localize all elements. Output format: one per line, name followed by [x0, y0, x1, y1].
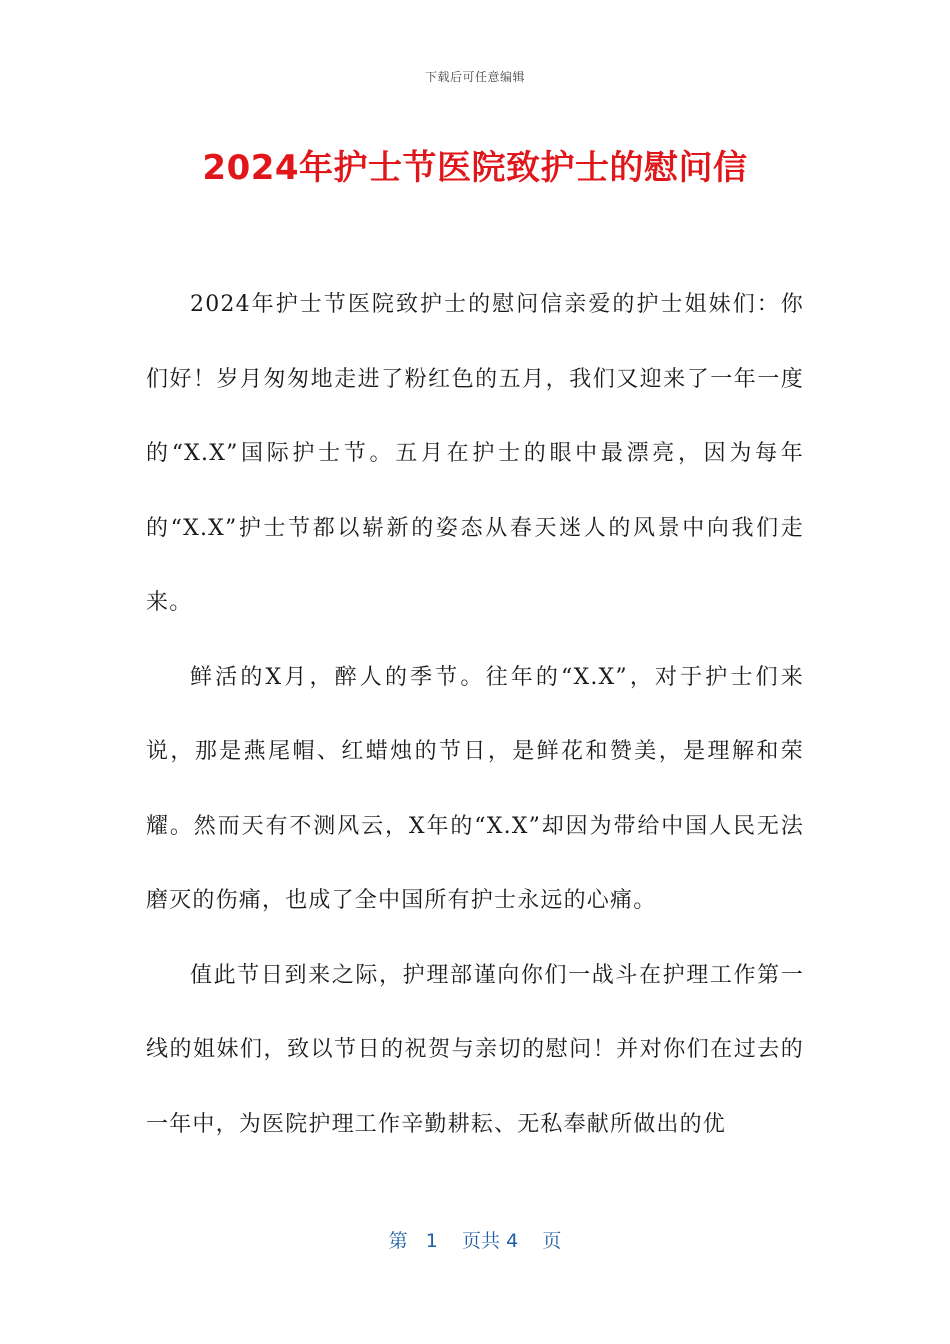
letter-body [146, 268, 804, 1162]
paragraph-3: 值此节日到来之际，护理部谨向你们一战斗在护理工作第一线的姐妹们，致以节日的祝贺与亲切的慰问！并对你们在过去的一年中，为医院护理工作辛勤耕耘、无私奉献所做出的优 [146, 962, 804, 1137]
current-page-number: 1 [425, 1230, 438, 1252]
page-footer [0, 1226, 950, 1253]
footer-suffix: 页 [542, 1230, 562, 1252]
total-pages-number: 4 [506, 1230, 519, 1252]
header-note: 下载后可任意编辑 [424, 70, 525, 84]
paragraph-1: 2024年护士节医院致护士的慰问信亲爱的护士姐妹们：你们好！岁月匆匆地走进了粉红色的五月，我们又迎来了一年一度的“X.X”国际护士节。五月在护士的眼中最漂亮，因为每年的“X.X”护士节都以崭新的姿态从春天迷人的风景中向我们走来。 [146, 292, 804, 615]
footer-mid: 页共 [462, 1230, 501, 1252]
footer-prefix: 第 [388, 1230, 408, 1252]
document-title: 2024年护士节医院致护士的慰问信 [202, 148, 748, 188]
paragraph-2: 鲜活的X月，醉人的季节。往年的“X.X”，对于护士们来说，那是燕尾帽、红蜡烛的节日，是鲜花和赞美，是理解和荣耀。然而天有不测风云，X年的“X.X”却因为带给中国人民无法磨灭的伤痛，也成了全中国所有护士永远的心痛。 [146, 664, 804, 913]
